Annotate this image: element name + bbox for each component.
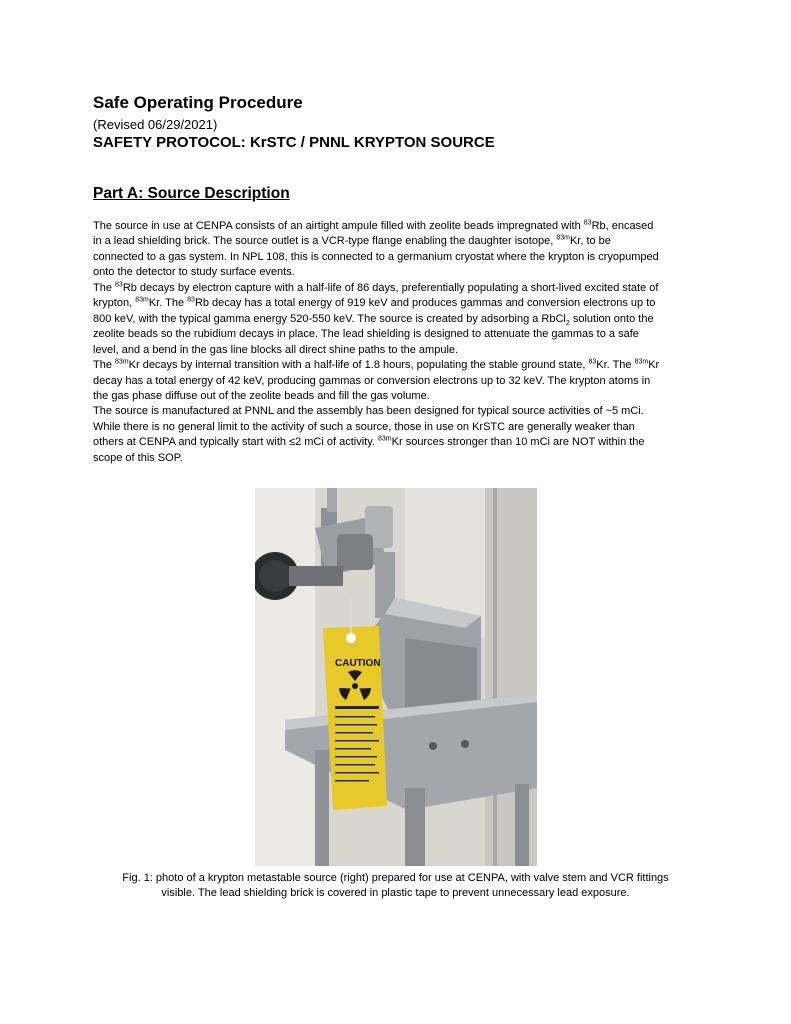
text-run: The source in use at CENPA consists of an airtight ampule filled with zeolite beads impregnated with [93,220,584,232]
caption-line: Fig. 1: photo of a krypton metastable source (right) prepared for use at CENPA, with valve stem and VCR fittings [122,872,669,884]
text-run: The [93,359,116,372]
text-run: Rb decay has a total energy of 919 keV and produces gammas and conversion electrons up to [194,297,656,310]
formula-subscript: 2 [565,319,570,327]
text-run: 800 keV, with the typical gamma energy 520-550 keV. The source is created by adsorbing a RbCl [93,312,566,325]
text-run: Kr. The [148,297,188,310]
text-run: onto the detector to study surface events. [93,266,295,279]
protocol-title: SAFETY PROTOCOL: KrSTC / PNNL KRYPTON SOURCE [93,134,495,151]
body-text [93,219,701,466]
isotope-superscript: 83 [115,281,123,289]
text-run: scope of this SOP. [93,451,183,464]
text-run: Kr. The [596,359,635,372]
caution-tag [323,626,387,810]
text-run: connected to a gas system. In NPL 108, this is connected to a germanium cryostat where the krypton is cryopumped [93,250,659,263]
text-run: solution onto the [569,312,654,325]
isotope-superscript: 83 [583,219,592,227]
krypton-source-photo [255,488,537,866]
text-run: decay has a total energy of 42 keV, producing gammas or conversion electrons up to 32 keV. The krypton atoms in [93,374,651,387]
text-run: others at CENPA and typically start with ≤2 mCi of activity. [93,436,379,449]
section-heading: Part A: Source Description [93,185,290,202]
text-run: in a lead shielding brick. The source outlet is a VCR-type flange enabling the daughter isotope, [93,235,557,248]
paragraph-source-description [93,219,701,281]
text-run: zeolite beads so the rubidium decays in place. The lead shielding is designed to attenuate the gammas to a safe [93,328,639,341]
isotope-superscript: 83 [588,358,597,366]
paragraph-kr-decay [93,358,701,404]
text-run: While there is no general limit to the activity of such a source, those in use on KrSTC are generally weaker than [93,420,635,433]
tag-label: CAUTION [335,658,381,669]
isotope-superscript: 83m [634,358,649,366]
text-run: Kr [648,359,660,372]
paragraph-activity [93,404,701,466]
text-run: level, and a bend in the gas line blocks all direct shine paths to the ampule. [93,343,459,356]
text-run: Kr, to be [569,235,611,248]
isotope-superscript: 83 [187,296,195,304]
text-run: Rb, encased [591,220,654,232]
text-run: Kr decays by internal transition with a half-life of 1.8 hours, populating the stable ground state, [128,359,589,372]
document-title: Safe Operating Procedure [93,93,303,112]
isotope-superscript: 83m [378,435,392,443]
text-run: Rb decays by electron capture with a half-life of 86 days, preferentially populating a short-lived excited state of [122,281,659,294]
paragraph-rb-decay [93,281,701,358]
revision-date: (Revised 06/29/2021) [93,117,218,132]
isotope-superscript: 83m [115,358,129,366]
text-run: krypton, [93,297,136,310]
isotope-superscript: 83m [135,296,149,304]
text-run: Kr sources stronger than 10 mCi are NOT within the [391,436,645,449]
figure-caption [93,871,698,901]
text-run: The source is manufactured at PNNL and the assembly has been designed for typical source activities of ~5 mCi. [93,405,644,418]
text-run: the gas phase diffuse out of the zeolite beads and fill the gas volume. [93,389,430,402]
caption-line: visible. The lead shielding brick is covered in plastic tape to prevent unnecessary lead exposure. [161,887,630,899]
text-run: The [93,281,116,294]
isotope-superscript: 83m [556,234,570,242]
